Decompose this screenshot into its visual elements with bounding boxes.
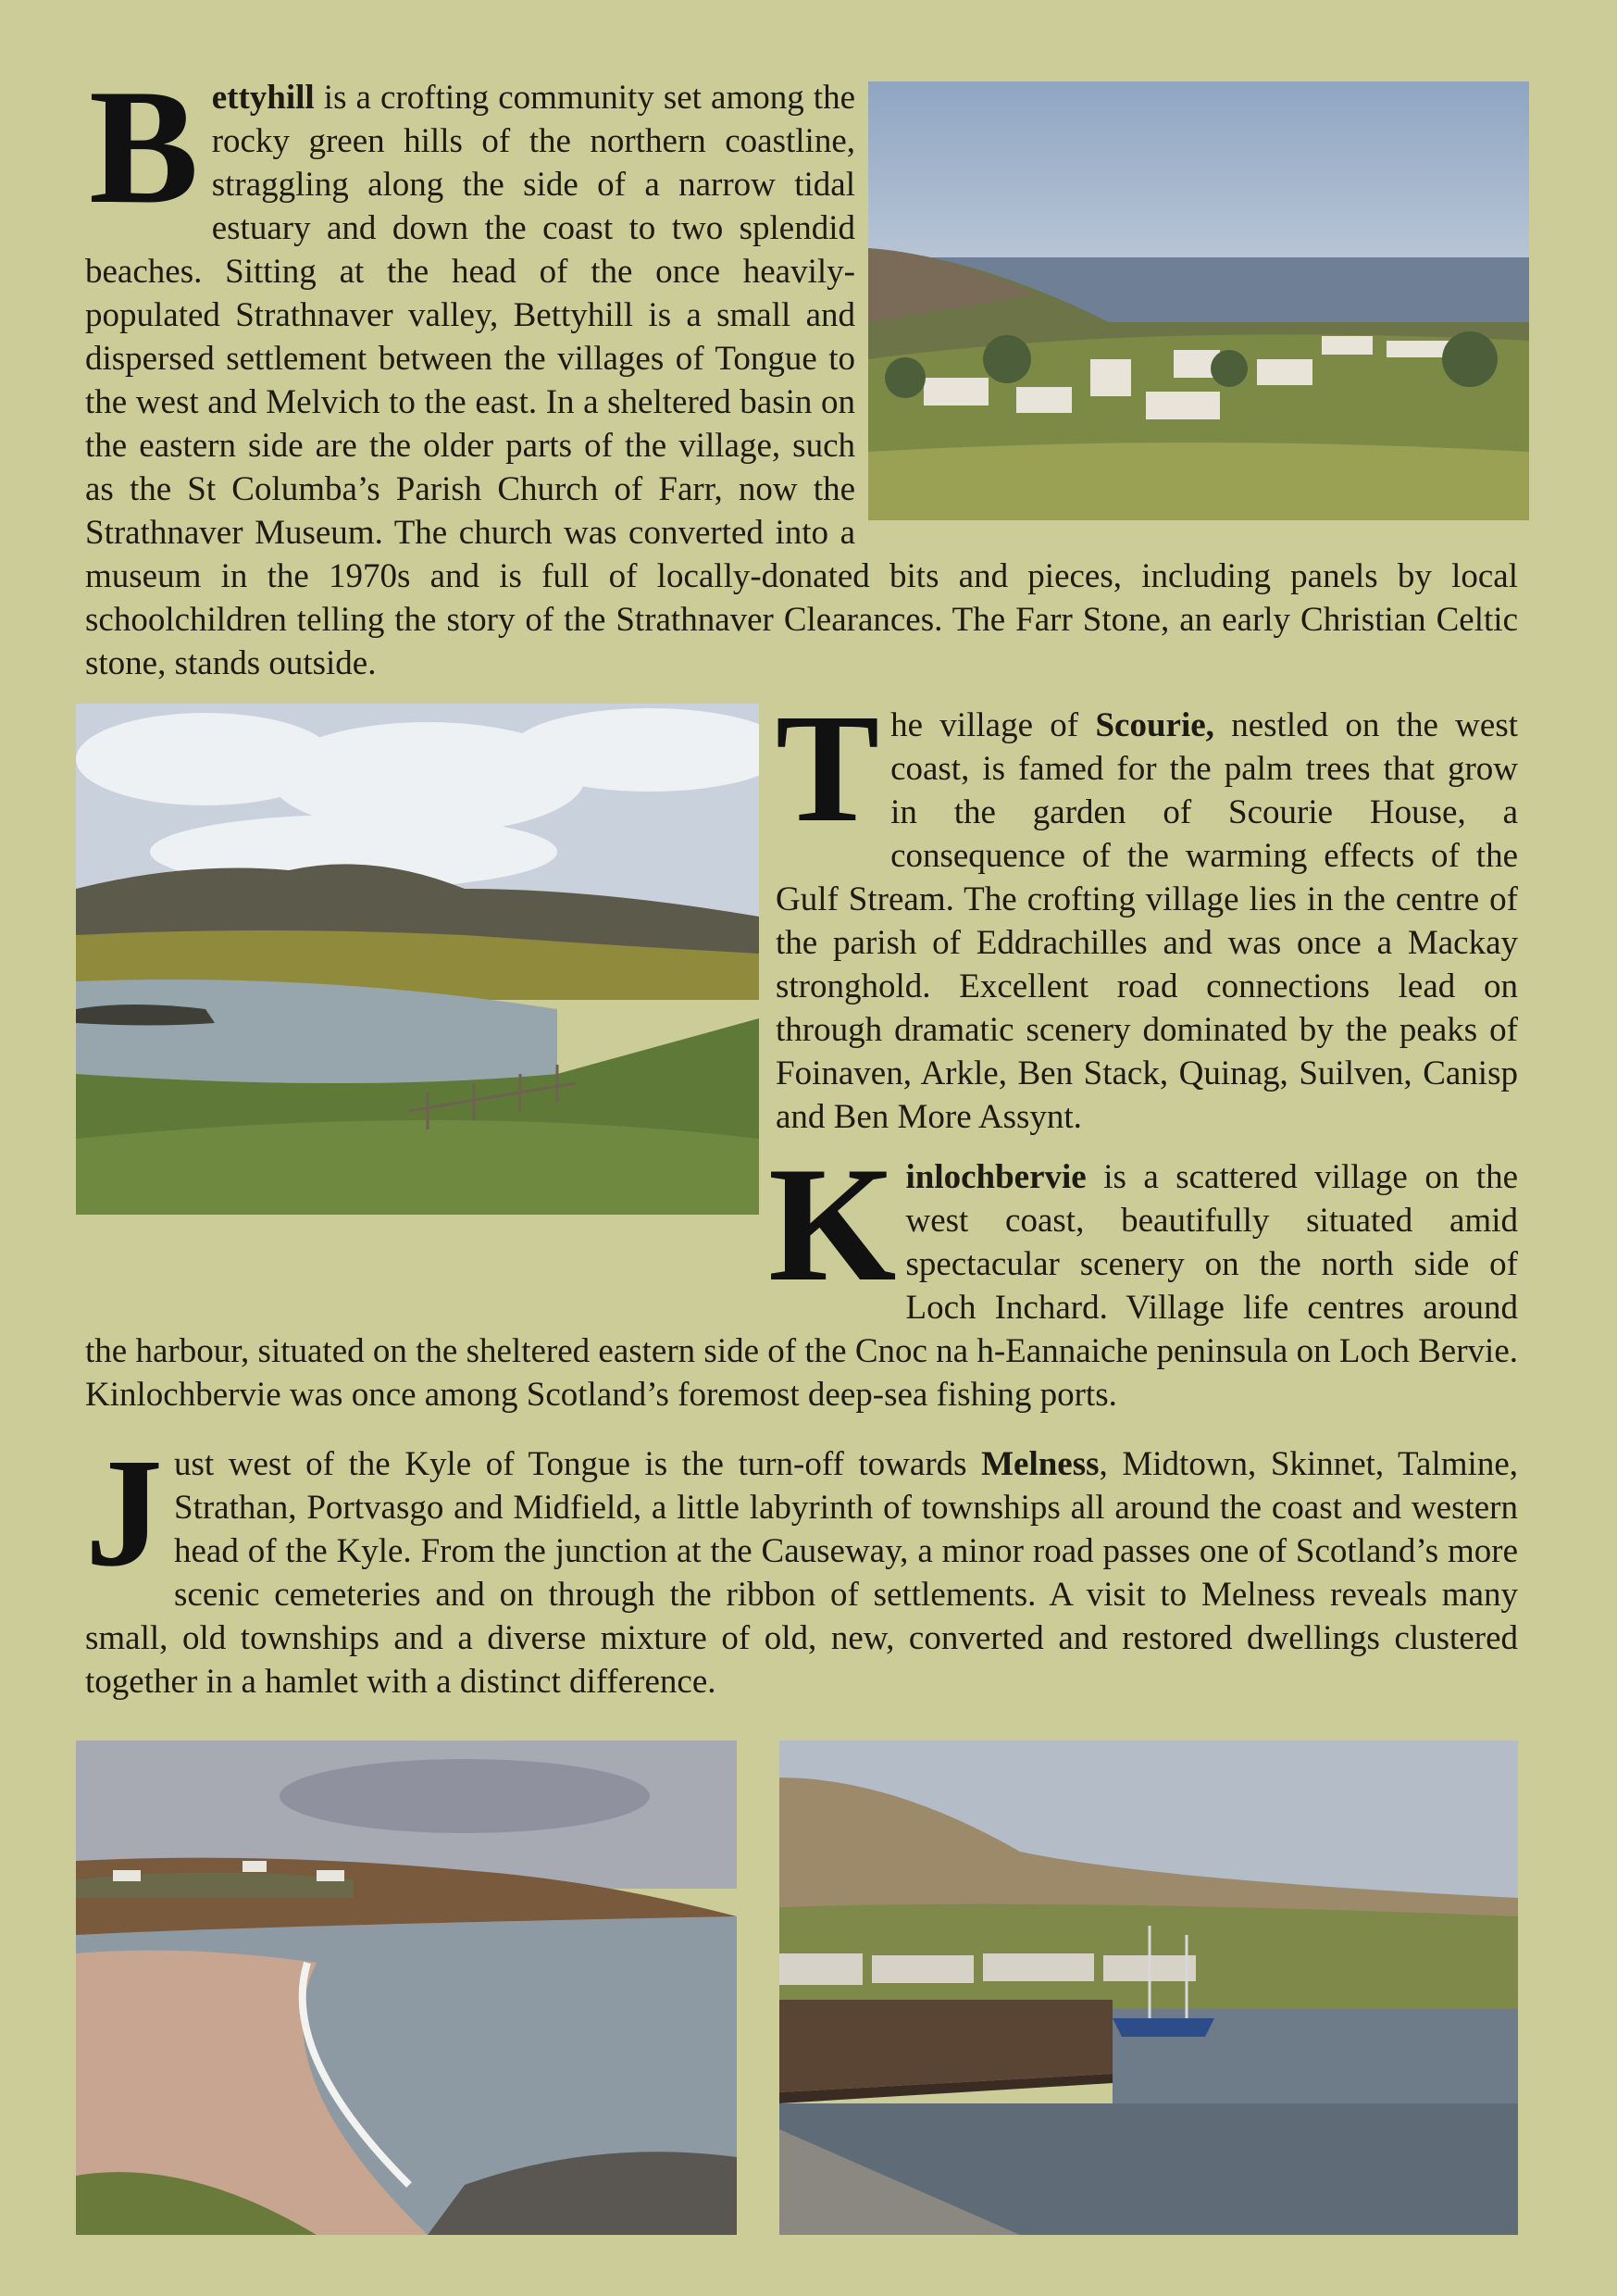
melness-beach-photo [76,1741,737,2235]
melness-lead: ust west of the Kyle of Tongue is the turn-off towards [174,1445,982,1483]
kinlochbervie-dropcap: K [768,1132,897,1316]
scourie-dropcap: T [776,682,880,855]
scourie-name: Scourie, [1095,706,1214,744]
bettyhill-section [85,55,1518,685]
scourie-bay-photo [76,704,759,1215]
bettyhill-name: ettyhill [211,79,315,117]
bettyhill-text: is a crofting community set among the rocky green hills of the northern coastline, straggling along the side of a narrow tidal estuary and down the coast to two splendid beaches. Sitting at the head of the once heavily-populated Strathnaver valley, Bettyhill is a small and dispersed settlement between the villages of Tongue to the west and Melvich to the east. In a sheltered basin on the eastern side are the older parts of the village, such as the St Columba’s Parish Church of Farr, now the Strathnaver Museum. The church was converted into a museum in the 1970s and is full of locally-donated bits and pieces, including panels by local schoolchildren telling the story of the Strathnaver Clearances. The Farr Stone, an early Christian Celtic stone, stands outside. [85,79,1518,682]
melness-dropcap: J [85,1427,163,1599]
scourie-lead: he village of [890,706,1096,744]
kinlochbervie-text: is a scattered village on the west coast, beautifully situated amid spectacular scenery on the north side of Loch Inchard. Village life centres around the harbour, situated on the sheltered eastern side of the Cnoc na h-Eannaiche peninsula on Loch Bervie. Kinlochbervie was once among Scotland’s foremost deep-sea fishing ports. [85,1158,1518,1414]
kinlochbervie-name: inlochbervie [905,1158,1087,1196]
scourie-text: nestled on the west coast, is famed for the palm trees that grow in the garden of Scourie House, a consequence of the warming effects of the Gulf Stream. The crofting village lies in the centre of the parish of Eddrachilles and was once a Mackay stronghold. Excellent road connections lead on through dramatic scenery dominated by the peaks of Foinaven, Arkle, Ben Stack, Quinag, Suilven, Canisp and Ben More Assynt. [776,706,1519,1136]
melness-name: Melness [981,1445,1100,1483]
bettyhill-dropcap: B [89,55,199,238]
kinlochbervie-section [85,1132,1518,1416]
kinlochbervie-harbour-photo [779,1741,1518,2235]
melness-section [85,1427,1518,1703]
bettyhill-village-photo [868,81,1529,520]
melness-paragraph [85,1427,1518,1703]
melness-text: , Midtown, Skinnet, Talmine, Strathan, Portvasgo and Midfield, a little labyrinth of townships all around the coast and western head of the Kyle. From the junction at the Causeway, a minor road passes one of Scotland’s more scenic cemeteries and on through the ribbon of settlements. A visit to Melness reveals many small, old townships and a diverse mixture of old, new, converted and restored dwellings clustered together in a hamlet with a distinct difference. [85,1445,1518,1701]
